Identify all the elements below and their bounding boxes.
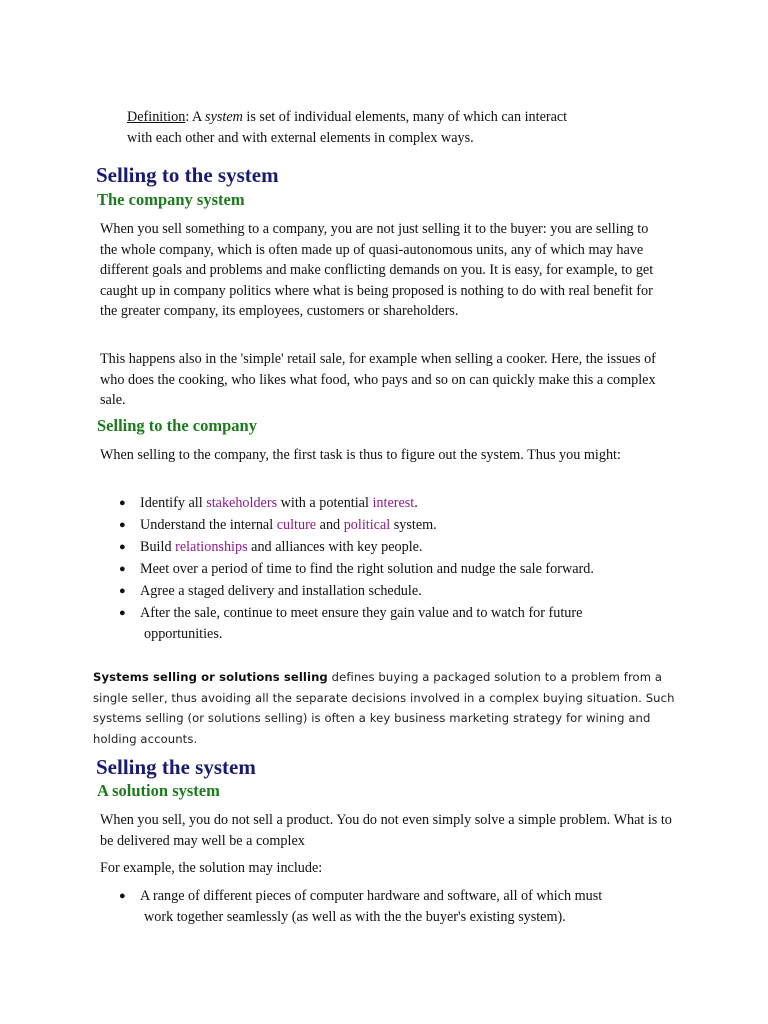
list-item: ● Build relationships and alliances with key people. (100, 536, 680, 558)
selling-to-company-list (100, 492, 680, 645)
solution-system-list (100, 885, 680, 928)
bullet-icon: ● (119, 585, 126, 597)
link-culture[interactable]: culture (276, 517, 317, 533)
company-system-paragraph-1: When you sell something to a company, you are not just selling it to the buyer: you are selling to the whole company, which is often made up of quasi-autonomous units, any of which may have different goals and problems and make conflicting demands on you. It is easy, for example, to get caught up in company politics where what is being proposed is nothing to do with real benefit for the greater company, its employees, customers or shareholders. (100, 221, 654, 320)
definition-line1: Definition: A system is set of individual elements, many of which can interact (127, 109, 568, 125)
definition-block (127, 107, 647, 148)
link-political[interactable]: political (343, 517, 391, 533)
bullet-icon: ● (119, 890, 126, 902)
list-item: ● Understand the internal culture and political system. (100, 514, 680, 536)
list-item: ● A range of different pieces of computer hardware and software, all of which must work together seamlessly (as well as with the the buyer's existing system). (100, 885, 680, 928)
bullet-icon: ● (119, 497, 126, 509)
solution-system-paragraph-1: When you sell, you do not sell a product. You do not even simply solve a simple problem. What is to be delivered may well be a complex (100, 812, 672, 849)
link-stakeholders[interactable]: stakeholders (206, 495, 278, 511)
section-title-selling-to-system: Selling to the system (96, 163, 279, 187)
section-title-selling-the-system: Selling the system (96, 755, 256, 779)
definition-line2: with each other and with external elements in complex ways. (127, 129, 474, 146)
company-system-paragraph-2: This happens also in the 'simple' retail sale, for example when selling a cooker. Here, the issues of who does the cooking, who likes what food, who pays and so on can quickly make this a complex sale. (100, 351, 656, 409)
list-item: ● Agree a staged delivery and installation schedule. (100, 580, 680, 602)
bullet-icon: ● (119, 607, 126, 619)
callout-bold-term: Systems selling or solutions selling (93, 670, 328, 684)
subsection-title-solution-system: A solution system (97, 781, 220, 800)
link-interest[interactable]: interest (372, 495, 415, 511)
list-item: ● Identify all stakeholders with a potential interest. (100, 492, 680, 514)
bullet-icon: ● (119, 563, 126, 575)
bullet-icon: ● (119, 519, 126, 531)
definition-label: Definition (127, 109, 186, 125)
definition-term: system (205, 109, 243, 125)
bullet-icon: ● (119, 541, 126, 553)
link-relationships[interactable]: relationships (175, 539, 248, 555)
list-item: ● Meet over a period of time to find the right solution and nudge the sale forward. (100, 558, 680, 580)
selling-to-company-intro: When selling to the company, the first task is thus to figure out the system. Thus you might: (100, 447, 621, 463)
systems-selling-callout: Systems selling or solutions selling defines buying a packaged solution to a problem from a single seller, thus avoiding all the separate decisions involved in a complex buying situation. Such systems selling (or solutions selling) is often a key business marketing strategy for wining and holding accounts. (93, 670, 675, 746)
subsection-title-company-system: The company system (97, 190, 245, 209)
solution-system-paragraph-2: For example, the solution may include: (100, 860, 323, 876)
list-item: ● After the sale, continue to meet ensure they gain value and to watch for future opportunities. (100, 602, 680, 645)
subsection-title-selling-to-company: Selling to the company (97, 416, 257, 435)
